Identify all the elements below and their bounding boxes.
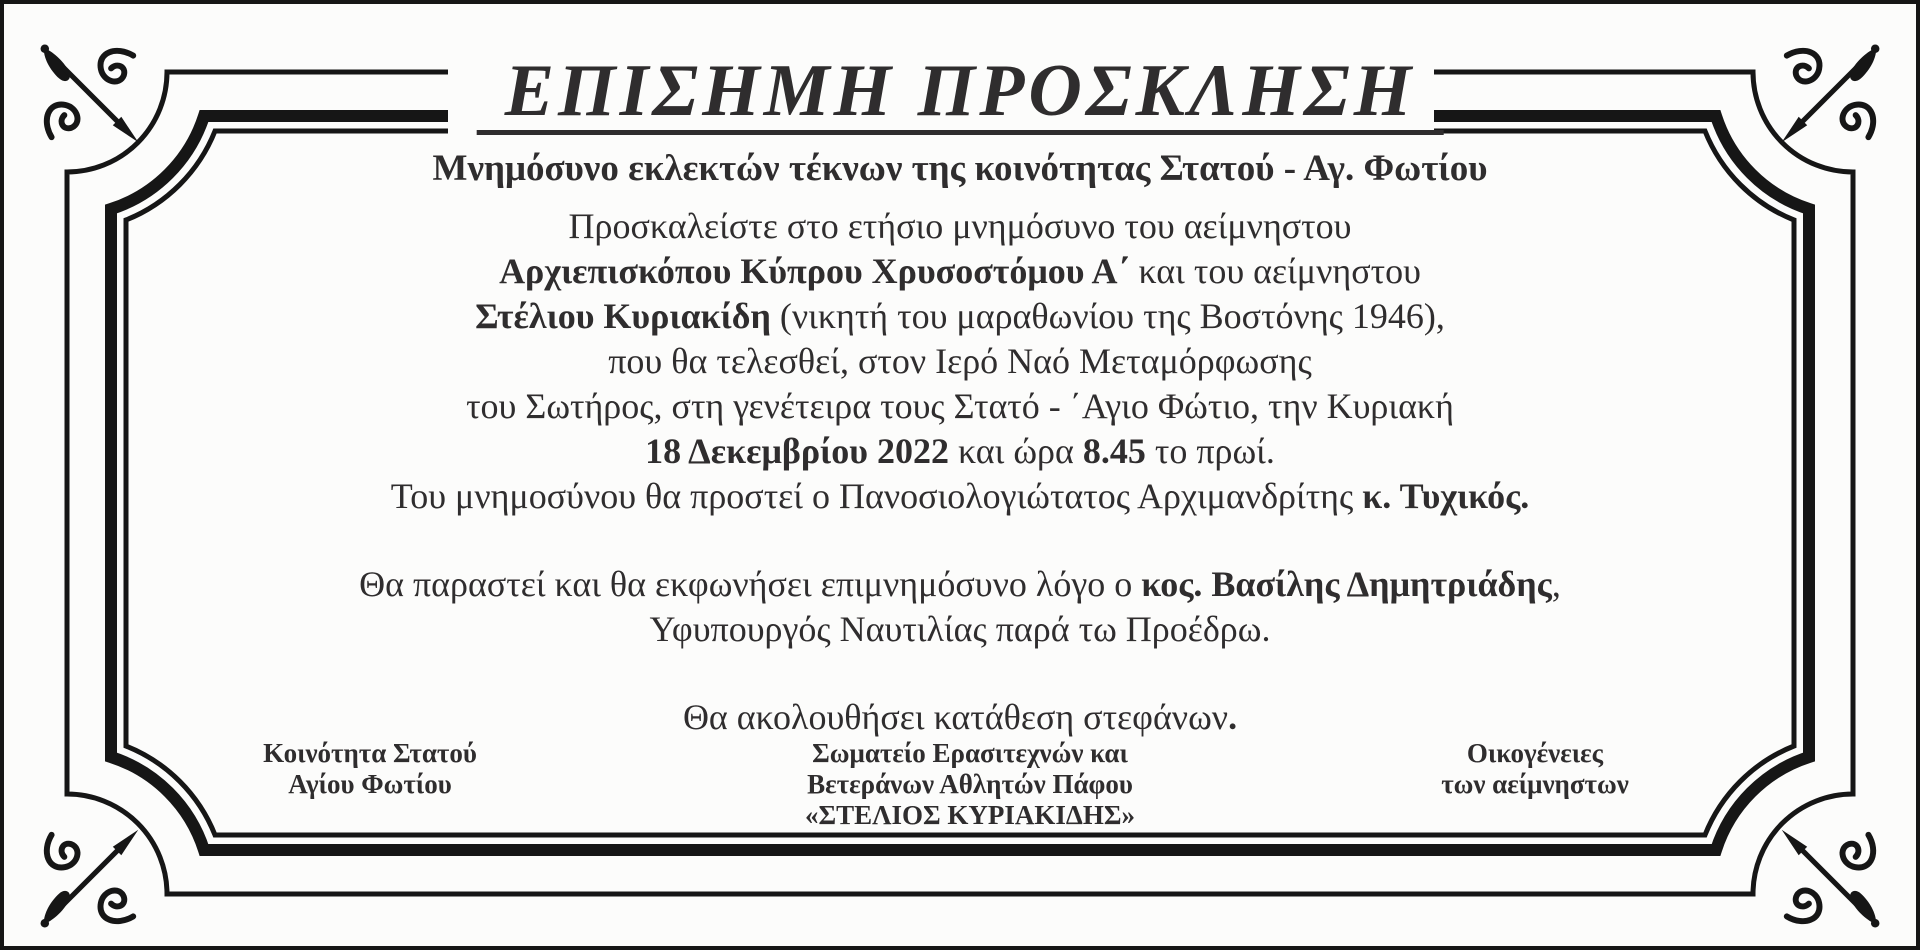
body-line: του Σωτήρος, στη γενέτειρα τους Στατό - ΄Αγιο Φώτιο, την Κυριακή [466, 386, 1454, 426]
invitation-body [70, 204, 1850, 740]
body-line: Στέλιου Κυριακίδη (νικητή του μαραθωνίου της Βοστόνης 1946), [475, 296, 1445, 336]
signature-line: Οικογένειες [1466, 738, 1604, 768]
body-paragraph [70, 204, 1850, 519]
body-line: Του μνημοσύνου θα προστεί ο Πανοσιολογιώτατος Αρχιμανδρίτης κ. Τυχικός. [390, 476, 1530, 516]
body-line: Θα παραστεί και θα εκφωνήσει επιμνημόσυνο λόγο ο κος. Βασίλης Δημητριάδης, [359, 564, 1561, 604]
body-line: Αρχιεπισκόπου Κύπρου Χρυσοστόμου Α΄ και του αείμνηστου [499, 251, 1421, 291]
invitation-title: ΕΠΙΣΗΜΗ ΠΡΟΣΚΛΗΣΗ [477, 54, 1444, 135]
signature-line: Κοινότητα Στατού [263, 738, 477, 768]
signature-line: «ΣΤΕΛΙΟΣ ΚΥΡΙΑΚΙΔΗΣ» [804, 800, 1136, 830]
signature-line: των αείμνηστων [1441, 769, 1629, 799]
corner-ornament-top-right-icon [1782, 45, 1880, 143]
corner-ornament-bottom-left-icon [41, 830, 139, 928]
signature-line: Βετεράνων Αθλητών Πάφου [807, 769, 1133, 799]
body-line: Προσκαλείστε στο ετήσιο μνημόσυνο του αείμνηστου [568, 206, 1352, 246]
signature-community [160, 738, 580, 800]
signature-association [670, 738, 1270, 831]
corner-ornament-top-left-icon [41, 45, 139, 143]
signature-line: Σωματείο Ερασιτεχνών και [812, 738, 1128, 768]
invitation-subtitle: Μνημόσυνο εκλεκτών τέκνων της κοινότητας Στατού - Αγ. Φωτίου [432, 148, 1488, 189]
signature-line: Αγίου Φωτίου [288, 769, 452, 799]
body-line: 18 Δεκεμβρίου 2022 και ώρα 8.45 το πρωί. [645, 431, 1275, 471]
body-paragraph [70, 695, 1850, 740]
body-paragraph [70, 562, 1850, 652]
body-line: Υφυπουργός Ναυτιλίας παρά τω Προέδρω. [649, 609, 1271, 649]
body-line: Θα ακολουθήσει κατάθεση στεφάνων. [682, 697, 1238, 737]
signature-families [1320, 738, 1750, 800]
body-line: που θα τελεσθεί, στον Ιερό Ναό Μεταμόρφωσης [608, 341, 1312, 381]
corner-ornament-bottom-right-icon [1782, 830, 1880, 928]
